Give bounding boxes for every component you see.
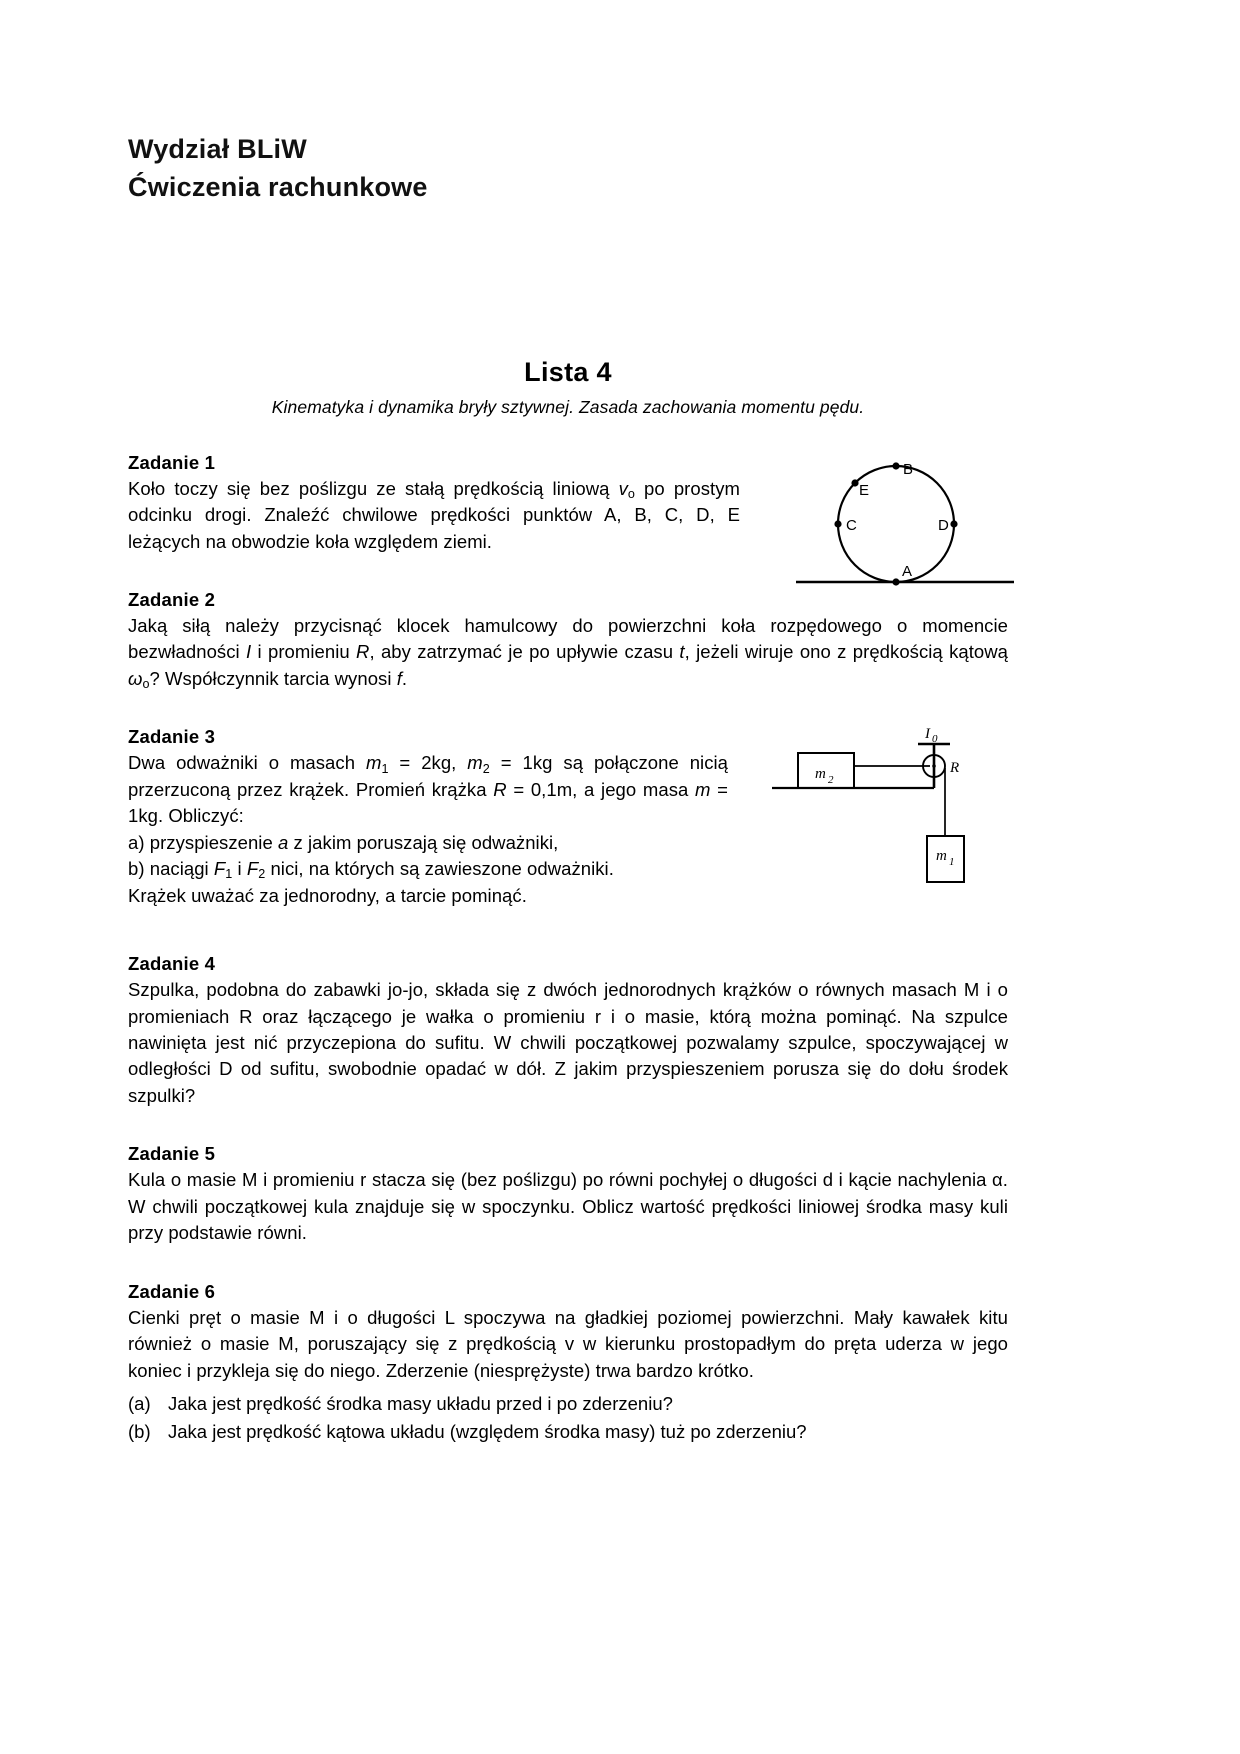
task-4-heading: Zadanie 4 — [128, 953, 216, 975]
point-A-label: A — [902, 562, 913, 580]
course-line: Ćwiczenia rachunkowe — [128, 172, 428, 203]
label-m2: m — [815, 766, 826, 783]
task-6-item-b — [128, 1418, 1008, 1446]
label-I0-sub: 0 — [932, 733, 938, 746]
task-6-item-a — [128, 1390, 1008, 1418]
page-subtitle: Kinematyka i dynamika bryły sztywnej. Zasada zachowania momentu pędu. — [271, 396, 865, 417]
point-C-label: C — [846, 516, 857, 534]
task-6-item-b-text: Jaka jest prędkość kątowa układu (względem środka masy) tuż po zderzeniu? — [168, 1420, 807, 1442]
task-6-item-a-mark: (a) — [128, 1393, 151, 1415]
task-5-body: Kula o masie M i promieniu r stacza się (bez poślizgu) po równi pochyłej o długości d i kącie nachylenia α. W chwili początkowej kula znajduje się w spoczynku. Oblicz wartość prędkości liniowej środka masy kuli przy podstawie równi. — [128, 1169, 1008, 1244]
label-m1-sub: 1 — [949, 856, 955, 869]
task-4 — [128, 953, 1008, 1109]
label-I0: I — [925, 726, 930, 743]
task-6-item-a-text: Jaka jest prędkość środka masy układu przed i po zderzeniu? — [168, 1393, 673, 1415]
point-E-marker — [851, 479, 858, 486]
task-1-body: Koło toczy się bez poślizgu ze stałą prędkością liniową $v_o$ po prostym odcinku drogi. Znaleźć chwilowe prędkości punktów A, B, C, D, E leżących na obwodzie koła względem ziemi. — [128, 477, 740, 552]
point-C-marker — [834, 520, 841, 527]
task-3-body: Dwa odważniki o masach $m_1 = 2kg$, $m_2 = 1kg$ są połączone nicią przerzuconą przez krążek. Promień krążka R = 0,1m, a jego masa m = 1kg. Obliczyć: — [128, 752, 729, 827]
department-header — [128, 130, 1008, 207]
page-content — [128, 130, 1008, 1446]
task-2-heading: Zadanie 2 — [128, 589, 216, 611]
point-B-marker — [892, 462, 899, 469]
task-3-heading: Zadanie 3 — [128, 726, 216, 748]
task-6-item-b-mark: (b) — [128, 1420, 151, 1442]
task-6 — [128, 1281, 1008, 1446]
task-5-heading: Zadanie 5 — [128, 1143, 216, 1165]
task-6-body: Cienki pręt o masie M i o długości L spoczywa na gładkiej poziomej powierzchni. Mały kawałek kitu również o masie M, poruszający się z prędkością v w kierunku prostopadłym do pręta uderza w jego koniec i przykleja się do niego. Zderzenie (niesprężyste) trwa bardzo krótko. — [128, 1306, 1008, 1381]
label-R: R — [950, 760, 960, 777]
faculty-line: Wydział BLiW — [128, 134, 307, 164]
task-3 — [128, 726, 1008, 909]
task-5 — [128, 1143, 1008, 1246]
point-D-label: D — [938, 516, 949, 534]
task-3-line-c: Krążek uważać za jednorodny, a tarcie pominąć. — [128, 884, 527, 906]
point-D-marker — [950, 520, 957, 527]
task-1 — [128, 451, 1008, 580]
task-4-body: Szpulka, podobna do zabawki jo-jo, składa się z dwóch jednorodnych krążków o równych masach M i o promieniach R oraz łączącego je wałka o promieniu r i o masie, którą można pominąć. Na szpulce nawinięta jest nić przyczepiona do sufitu. W chwili początkowej pozwalamy szpulce, spoczywającej w odległości D od sufitu, swobodnie opadać w dół. Z jakim przyspieszeniem porusza się do dołu środek szpulki? — [128, 979, 1008, 1106]
task-3-line-b: b) naciągi $F_1$ i $F_2$ nici, na których są zawieszone odważniki. — [128, 858, 614, 882]
task-6-sub-list — [128, 1390, 1008, 1446]
task-2 — [128, 589, 1008, 692]
task-6-heading: Zadanie 6 — [128, 1280, 216, 1302]
task-1-heading: Zadanie 1 — [128, 451, 216, 473]
rolling-wheel-diagram — [790, 446, 1020, 591]
task-2-body: Jaką siłą należy przycisnąć klocek hamulcowy do powierzchni koła rozpędowego o momencie bezwładności I i promieniu R, aby zatrzymać je po upływie czasu t, jeżeli wiruje ono z prędkością kątową $\omega_o$? Współczynnik tarcia wynosi f. — [128, 615, 1009, 692]
pulley-masses-diagram — [768, 726, 1018, 891]
title-block — [128, 357, 1008, 418]
point-A-marker — [892, 578, 899, 585]
label-m1: m — [936, 848, 947, 865]
label-m2-sub: 2 — [828, 774, 834, 787]
page-title: Lista 4 — [524, 356, 612, 387]
point-B-label: B — [903, 460, 914, 478]
task-3-line-a: a) przyspieszenie a z jakim poruszają się odważniki, — [128, 831, 559, 853]
point-E-label: E — [859, 481, 870, 499]
